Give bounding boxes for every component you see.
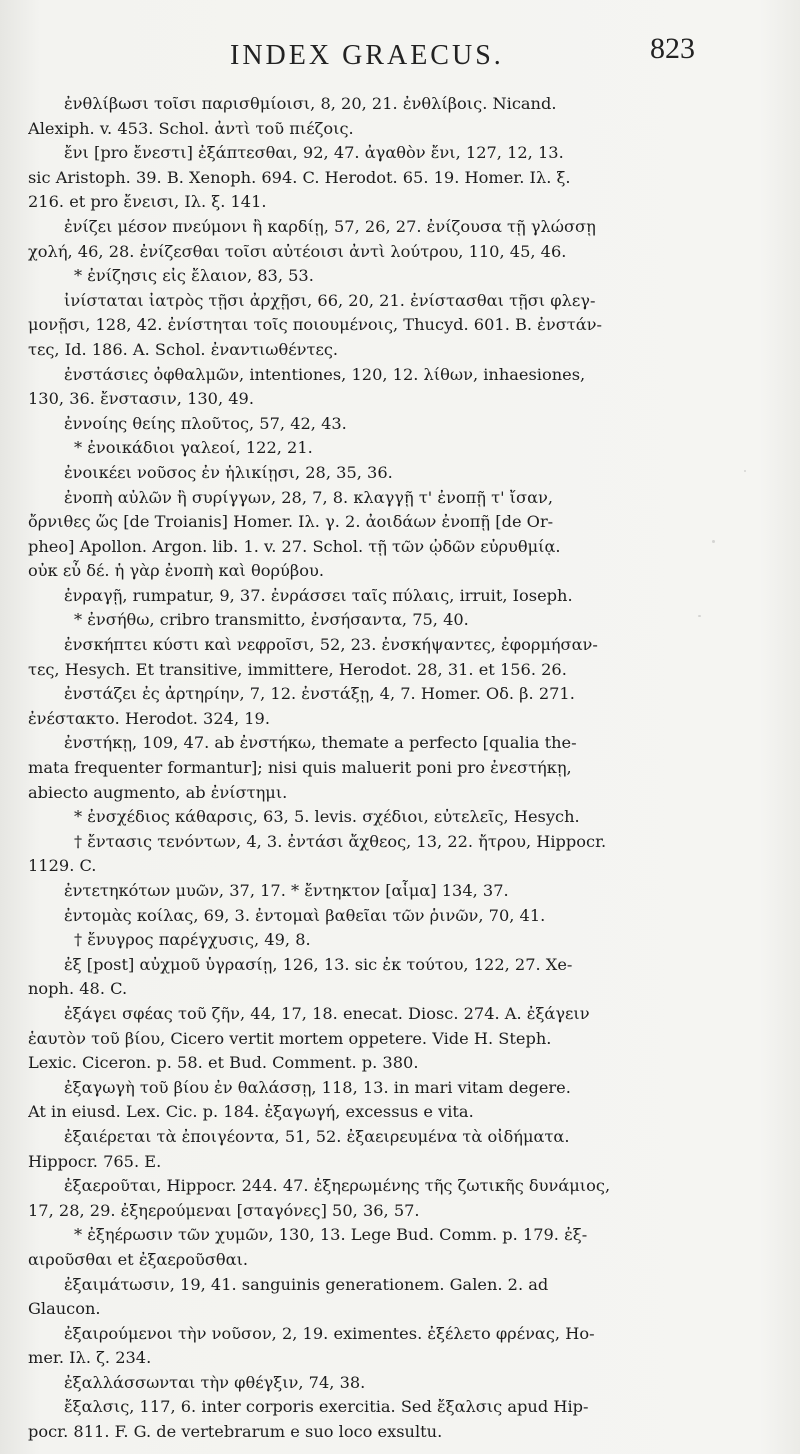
index-line: τες, Hesych. Et transitive, immittere, Herodot. 28, 31. et 156. 26. [28,659,567,679]
index-line: Glaucon. [28,1299,101,1319]
index-line: ἐξαιέρεται τὰ ἐποιγέοντα, 51, 52. ἐξαειρευμένα τὰ οἰδήματα. [64,1126,570,1146]
index-line: mata frequenter formantur]; nisi quis maluerit poni pro ἐνεστήκῃ, [28,758,572,778]
index-line: * ἐνσχέδιος κάθαρσις, 63, 5. levis. σχέδιοι, εὐτελεῖς, Hesych. [74,807,580,827]
index-line: ἐνσκήπτει κύστι καὶ νεφροῖσι, 52, 23. ἐνσκήψαντες, ἐφορμήσαν- [64,635,598,655]
index-line: 216. et pro ἔνεισι, Ιλ. ξ. 141. [28,192,267,212]
index-line: ἐνίζει μέσον πνεύμονι ἢ καρδίῃ, 57, 26, 27. ἐνίζουσα τῇ γλώσσῃ [64,216,596,236]
index-line: ἐντετηκότων μυῶν, 37, 17. * ἔντηκτον [αἷμα] 134, 37. [64,881,509,900]
index-line: ἐνοπὴ αὐλῶν ἢ συρίγγων, 28, 7, 8. κλαγγῇ τ' ἐνοπῇ τ' ἴσαν, [64,487,553,507]
page-number: 823 [650,32,695,65]
running-title: INDEX GRAECUS. [230,40,504,71]
index-line: * ἐνοικάδιοι γαλεοί, 122, 21. [74,438,313,458]
paper-speck [698,615,701,617]
index-line: ἐξαλλάσσωνται τὴν φθέγξιν, 74, 38. [64,1372,366,1392]
index-line: ἐξάγει σφέας τοῦ ζῆν, 44, 17, 18. enecat. Diosc. 274. A. ἐξάγειν [64,1003,590,1023]
index-line: τες, Id. 186. A. Schol. ἐναντιωθέντες. [28,339,339,359]
index-line: χολή, 46, 28. ἐνίζεσθαι τοῖσι αὐτέοισι ἀντὶ λούτρου, 110, 45, 46. [28,241,567,261]
index-line: ἰνίσταται ἰατρὸς τῇσι ἀρχῇσι, 66, 20, 21. ἐνίστασθαι τῇσι φλεγ- [64,290,596,310]
index-line: * ἐξηέρωσιν τῶν χυμῶν, 130, 13. Lege Bud. Comm. p. 179. ἐξ- [74,1225,588,1245]
index-line: ἐξ [post] αὐχμοῦ ὑγρασίῃ, 126, 13. sic ἐκ τούτου, 122, 27. Xe- [64,954,573,974]
index-line: 17, 28, 29. ἐξηερούμεναι [σταγόνες] 50, 36, 57. [28,1200,420,1220]
index-line: ἐξαεροῦται, Hippocr. 244. 47. ἐξηερωμένης τῆς ζωτικῆς δυνάμιος, [64,1176,611,1196]
index-line: ἔνι [pro ἔνεστι] ἐξάπτεσθαι, 92, 47. ἀγαθὸν ἔνι, 127, 12, 13. [64,143,564,163]
index-line: ἐνστάσιες ὀφθαλμῶν, intentiones, 120, 12. λίθων, inhaesiones, [64,364,586,384]
index-line: * ἐνσήθω, cribro transmitto, ἐνσήσαντα, 75, 40. [74,610,469,630]
index-line: Alexiph. v. 453. Schol. ἀντὶ τοῦ πιέζοις. [28,118,354,138]
index-line: pheo] Apollon. Argon. lib. 1. v. 27. Schol. τῇ τῶν ᾠδῶν εὐρυθμίᾳ. [28,536,561,556]
index-line: mer. Ιλ. ζ. 234. [28,1348,152,1368]
index-line: οὐκ εὖ δέ. ἡ γὰρ ἐνοπὴ καὶ θορύβου. [28,561,324,581]
index-line: 130, 36. ἔνστασιν, 130, 49. [28,389,255,409]
index-line: ἐντομὰς κοίλας, 69, 3. ἐντομαὶ βαθεῖαι τῶν ῥινῶν, 70, 41. [64,905,546,925]
index-line: ἔξαλσις, 117, 6. inter corporis exercitia. Sed ἔξαλσις apud Hip- [64,1397,589,1417]
index-line: ἐννοίης θείης πλοῦτος, 57, 42, 43. [64,413,347,433]
index-line: ἐνέστακτο. Herodot. 324, 19. [28,708,270,728]
index-line: pocr. 811. F. G. de vertebrarum e suo loco exsultu. [28,1422,443,1442]
index-body [28,92,773,1445]
index-line: Hippocr. 765. E. [28,1151,162,1171]
index-line: sic Aristoph. 39. B. Xenoph. 694. C. Herodot. 65. 19. Homer. Ιλ. ξ. [28,167,571,187]
index-line: αιροῦσθαι et ἐξαεροῦσθαι. [28,1249,249,1269]
index-line: ἐνθλίβωσι τοῖσι παρισθμίοισι, 8, 20, 21. ἐνθλίβοις. Nicand. [64,94,557,113]
index-line: Lexic. Ciceron. p. 58. et Bud. Comment. p. 380. [28,1053,419,1073]
index-line: ἑαυτὸν τοῦ βίου, Cicero vertit mortem oppetere. Vide H. Steph. [28,1028,552,1048]
paper-speck [744,470,746,472]
index-line: ἐξαγωγὴ τοῦ βίου ἐν θαλάσσῃ, 118, 13. in mari vitam degere. [64,1077,571,1097]
paper-speck [712,540,715,543]
index-line: ὄρνιθες ὥς [de Troianis] Homer. Ιλ. γ. 2. ἀοιδάων ἐνοπῇ [de Or- [28,512,554,532]
index-line: μονῇσι, 128, 42. ἐνίστηται τοῖς ποιουμένοις, Thucyd. 601. B. ἐνστάν- [28,315,602,335]
index-line: 1129. C. [28,856,97,876]
index-line: ἐξαιμάτωσιν, 19, 41. sanguinis generationem. Galen. 2. ad [64,1274,549,1294]
index-line: † ἔνυγρος παρέγχυσις, 49, 8. [74,930,311,950]
index-line: noph. 48. C. [28,979,128,999]
index-line: ἐνστάζει ἐς ἀρτηρίην, 7, 12. ἐνστάξῃ, 4, 7. Homer. Οδ. β. 271. [64,684,575,704]
index-line: ἐξαιρούμενοι τὴν νοῦσον, 2, 19. eximentes. ἐξέλετο φρένας, Ho- [64,1323,595,1343]
index-line: At in eiusd. Lex. Cic. p. 184. ἐξαγωγή, excessus e vita. [28,1102,474,1122]
page-header [0,28,800,78]
index-line: abiecto augmento, ab ἐνίστημι. [28,782,288,802]
index-line: ἐνστήκῃ, 109, 47. ab ἐνστήκω, themate a perfecto [qualia the- [64,733,577,753]
index-line: ἐνοικέει νοῦσος ἐν ἡλικίῃσι, 28, 35, 36. [64,462,393,482]
index-line: * ἐνίζησις εἰς ἔλαιον, 83, 53. [74,266,314,286]
index-line: † ἔντασις τενόντων, 4, 3. ἐντάσι ἄχθεος, 13, 22. ἤτρου, Hippocr. [74,831,607,851]
index-line: ἐνραγῇ, rumpatur, 9, 37. ἐνράσσει ταῖς πύλαις, irruit, Ioseph. [64,585,573,605]
